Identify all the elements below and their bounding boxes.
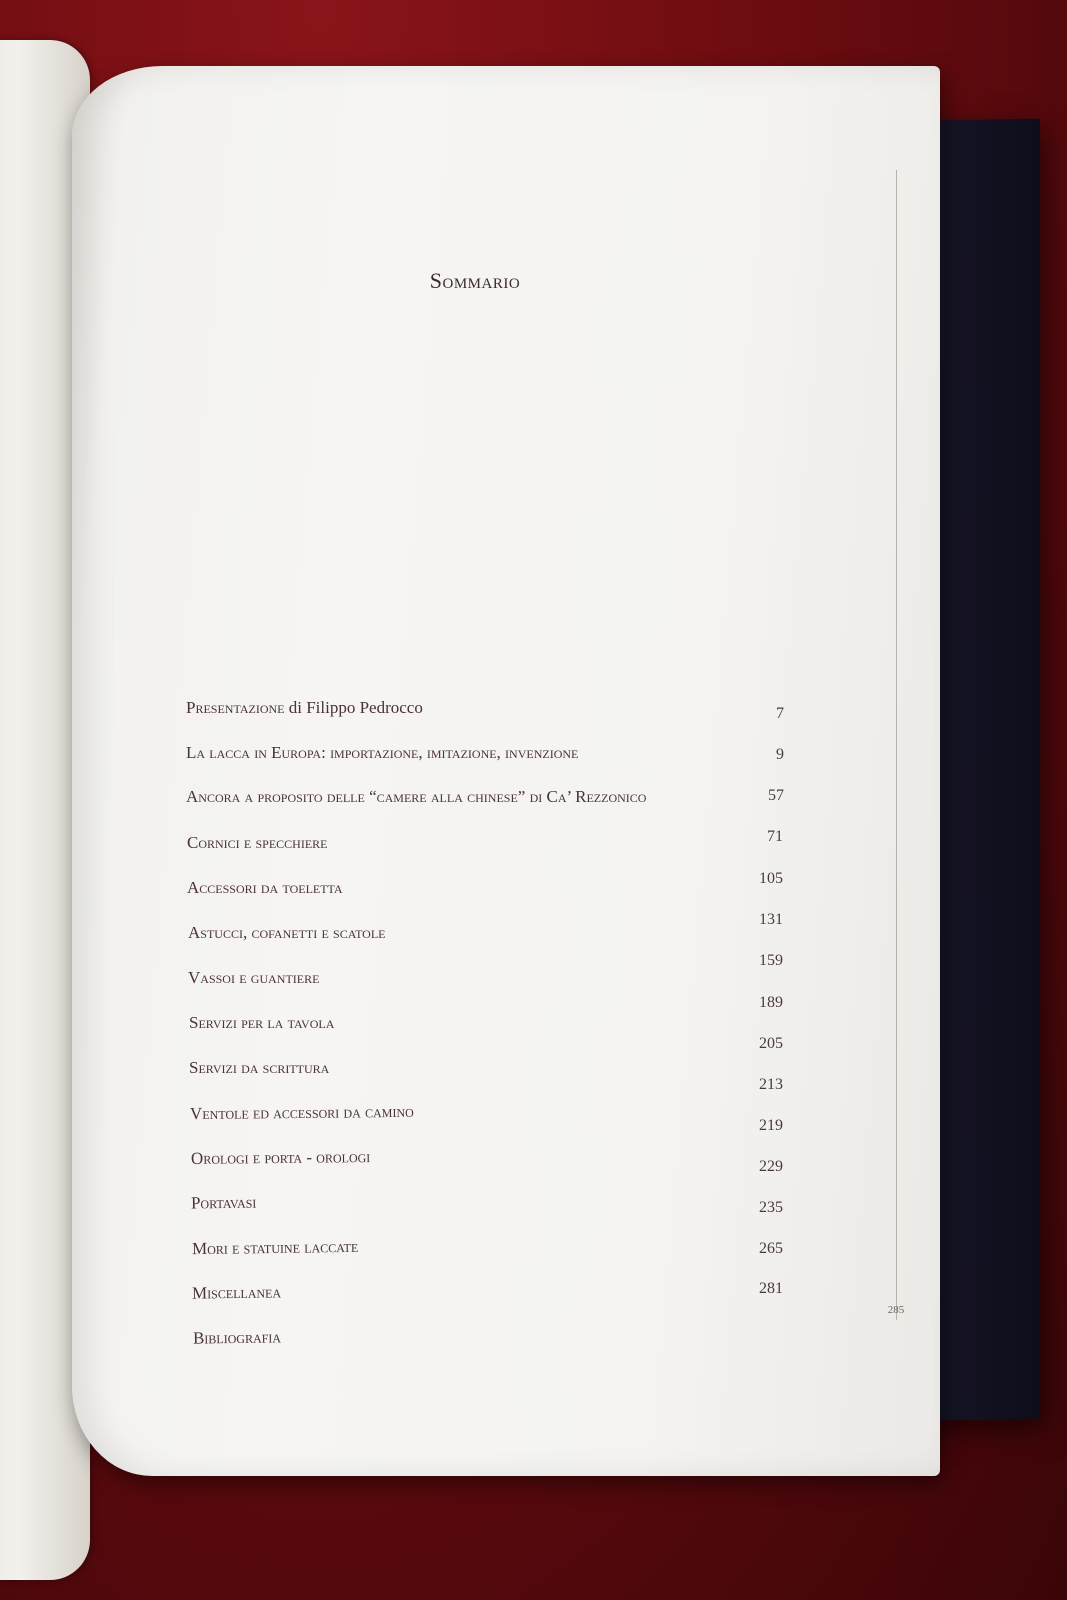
toc-page-number: 265	[759, 1240, 783, 1257]
toc-page-number: 205	[759, 1035, 783, 1052]
toc-page-number: 189	[759, 994, 783, 1011]
toc-entry-title: Portavasi	[190, 1192, 257, 1213]
toc-entry-author: di Filippo Pedrocco	[284, 698, 423, 717]
margin-rule	[896, 170, 897, 1320]
toc-page-number: 235	[759, 1199, 783, 1216]
toc-page-number: 219	[759, 1117, 783, 1134]
toc-page-number: 57	[768, 787, 784, 804]
page-title: Sommario	[429, 268, 521, 293]
toc-entry-title: Servizi per la tavola	[189, 1013, 335, 1032]
toc-page-number: 131	[759, 911, 783, 928]
toc-page-number: 213	[759, 1076, 783, 1093]
toc-entry-title: Miscellanea	[191, 1282, 282, 1303]
toc-entry-title: Ancora a proposito delle “camere alla chinese” di Ca’ Rezzonico	[186, 787, 647, 806]
toc-entry-title: La lacca in Europa: importazione, imitazione, invenzione	[186, 743, 579, 762]
toc-page-number: 9	[776, 746, 784, 763]
toc-page-number: 229	[759, 1158, 783, 1175]
toc-entry-title: Astucci, cofanetti e scatole	[188, 923, 386, 942]
toc-entry-title: Mori e statuine laccate	[191, 1236, 359, 1259]
toc-page-number: 105	[759, 870, 783, 887]
toc-page-number: 281	[759, 1280, 783, 1297]
toc-entry-title: Cornici e specchiere	[187, 833, 328, 852]
toc-entry-title: Orologi e porta - orologi	[190, 1147, 371, 1168]
toc-page-number: 159	[759, 952, 783, 969]
toc-entry-title: Bibliografia	[192, 1327, 282, 1348]
toc-entry-title: Servizi da scrittura	[189, 1058, 330, 1077]
toc-entry-title: Accessori da toeletta	[187, 878, 343, 897]
toc-entry-title	[186, 698, 423, 718]
toc-page-number: 71	[767, 828, 783, 845]
toc-entry-title: Ventole ed accessori da camino	[189, 1101, 414, 1124]
toc-entry-title: Vassoi e guantiere	[188, 968, 320, 987]
folio-number: 285	[887, 1304, 905, 1316]
toc-page-number: 7	[776, 705, 784, 722]
toc-entry-title: Presentazione	[186, 698, 285, 717]
